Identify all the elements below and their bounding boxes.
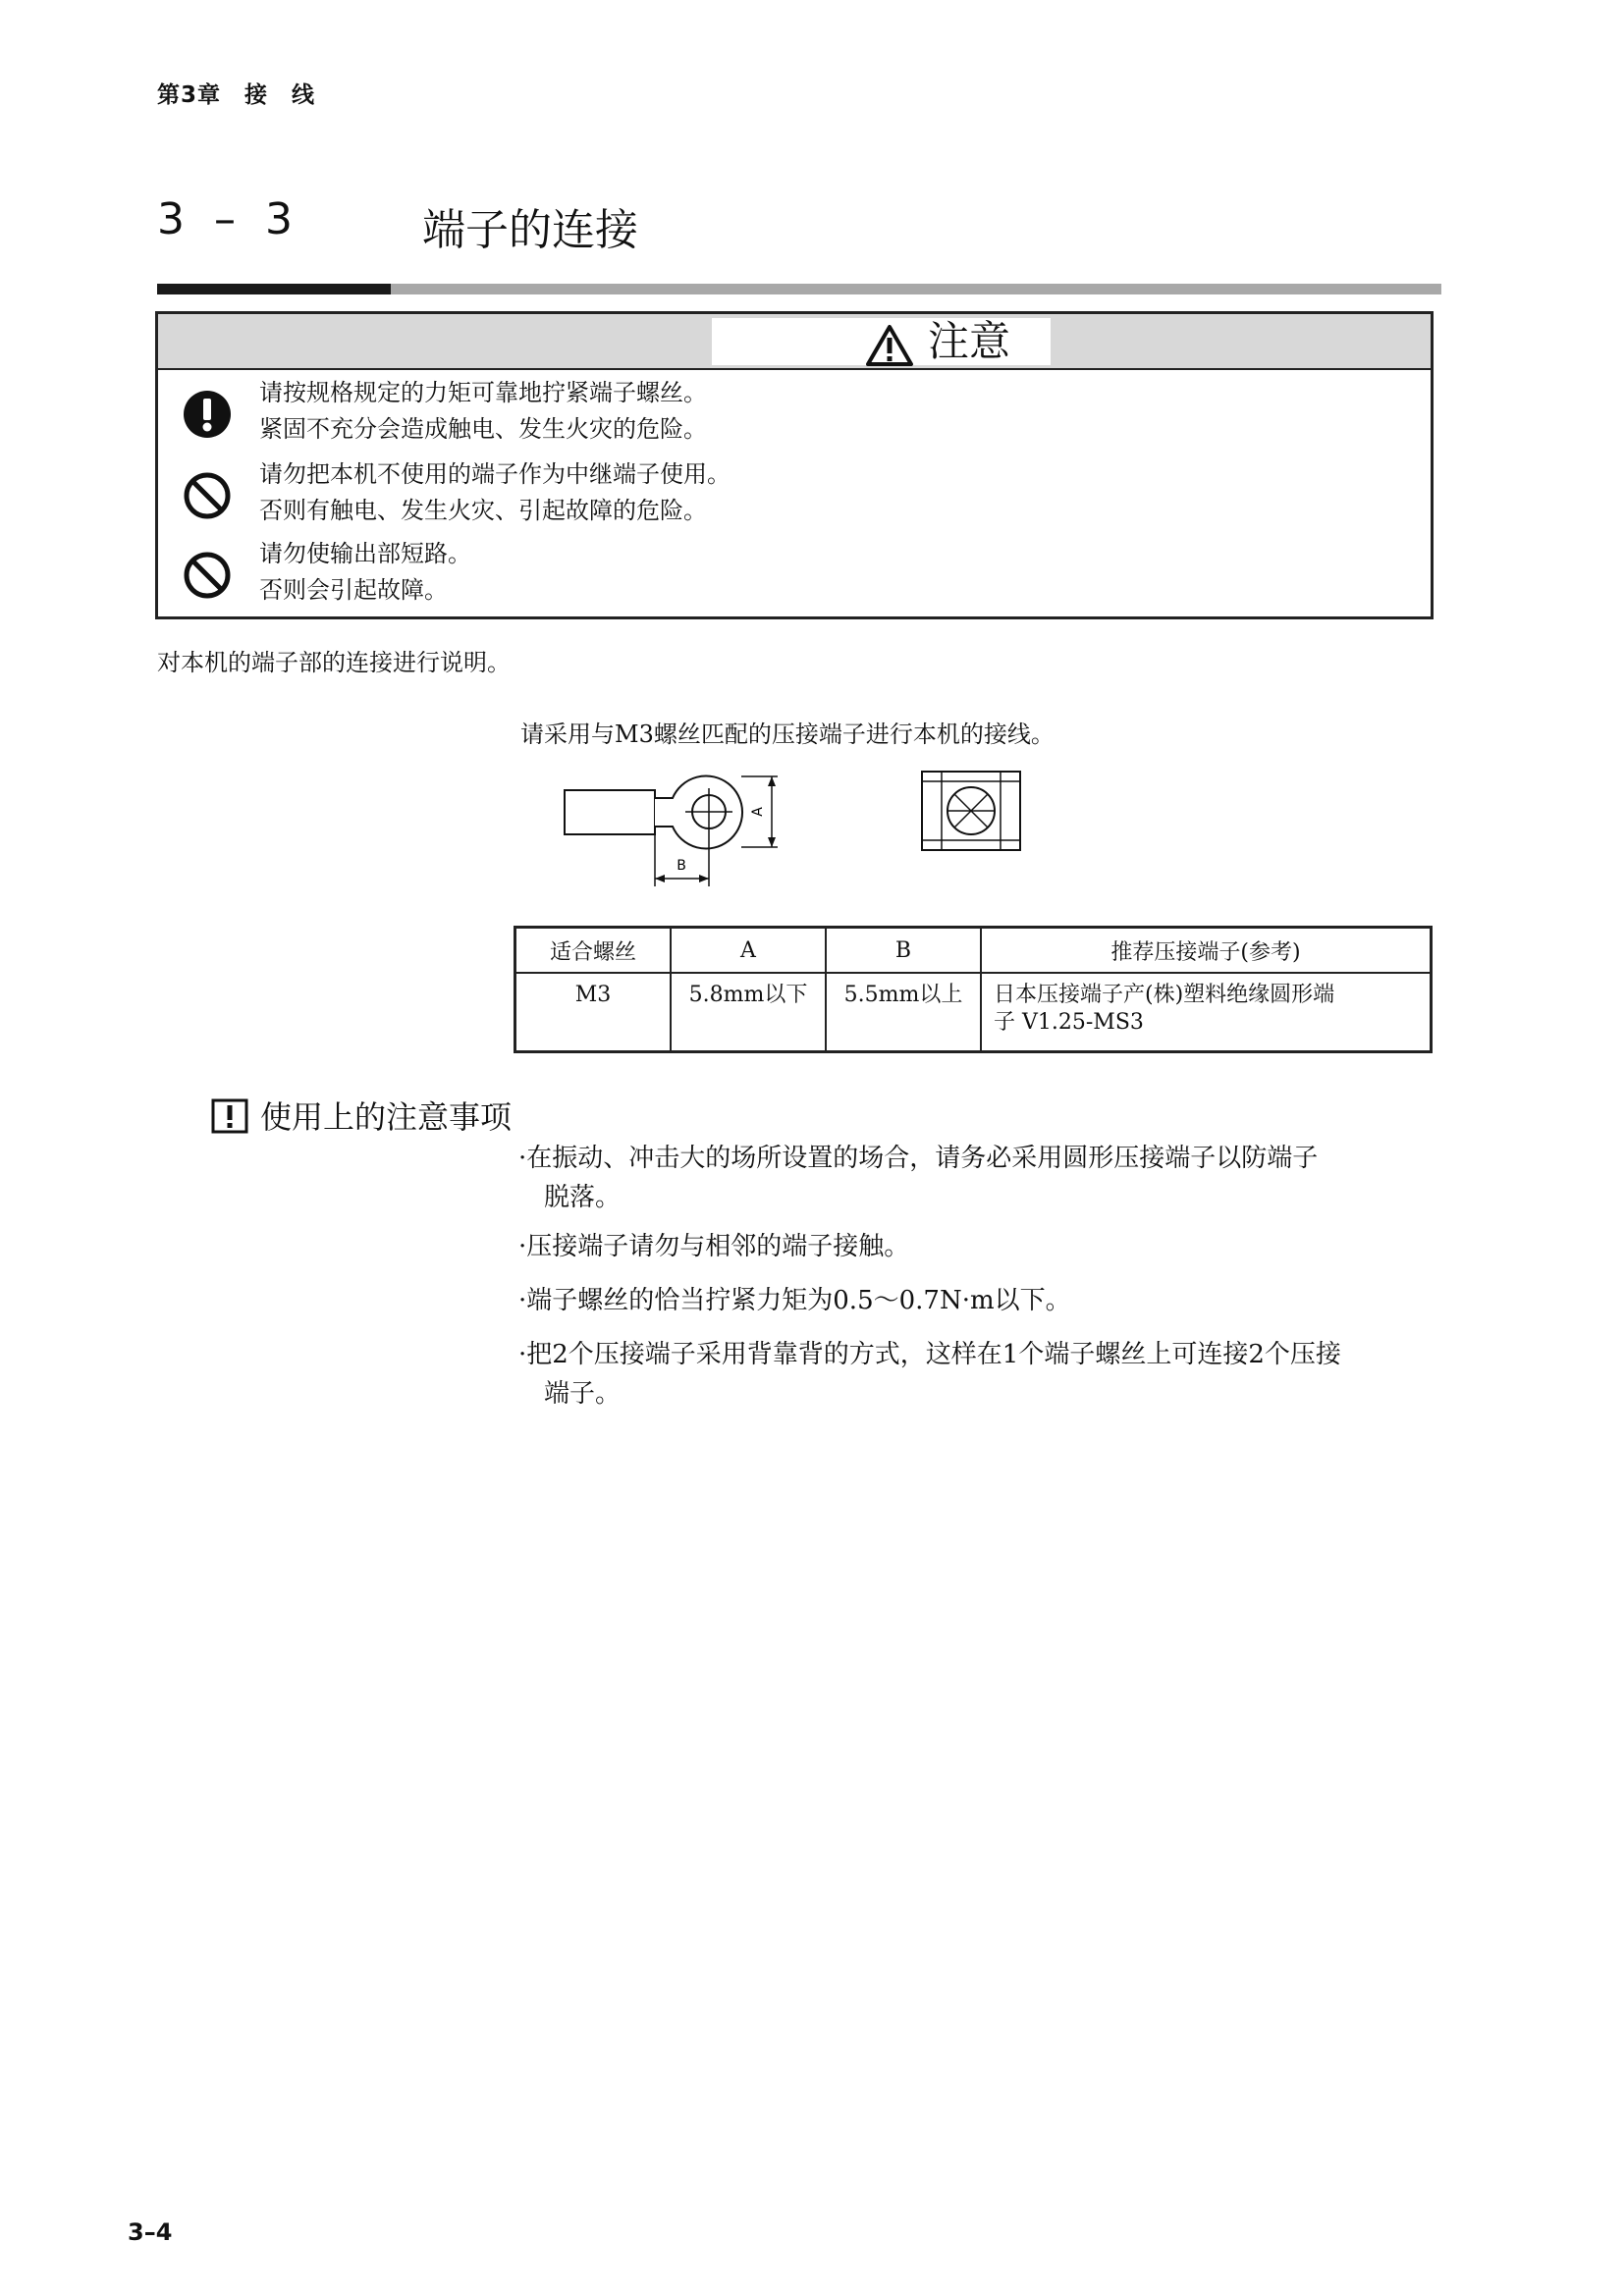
prohibited-icon <box>182 470 233 521</box>
note-line: 端子。 <box>518 1379 622 1409</box>
caution-item-line: 紧固不充分会造成触电、发生火灾的危险。 <box>259 415 707 443</box>
caution-label-panel <box>712 318 1051 365</box>
table-cell-a: 5.8mm以下 <box>671 973 826 1052</box>
section-number: 3 – 3 <box>157 194 300 244</box>
table-cell-terminal-line: 日本压接端子产(株)塑料绝缘圆形端 <box>994 983 1335 1007</box>
caution-header <box>158 314 1431 370</box>
notes-heading-text: 使用上的注意事项 <box>260 1098 513 1136</box>
note-item <box>518 1281 1422 1320</box>
exclamation-box-icon <box>211 1098 248 1134</box>
table-header-cell: A <box>671 928 826 974</box>
chapter-header: 第3章 接 线 <box>157 82 316 108</box>
caution-item <box>158 456 1431 537</box>
warning-triangle-icon <box>865 324 914 367</box>
table-header-row <box>515 928 1432 974</box>
table-header-cell: 推荐压接端子(参考) <box>981 928 1432 974</box>
heading-rule-dark <box>157 284 391 294</box>
caution-item <box>158 536 1431 616</box>
caution-label: 注意 <box>928 317 1011 365</box>
heading-rule-light <box>391 284 1441 294</box>
note-line: ·把2个压接端子采用背靠背的方式，这样在1个端子螺丝上可连接2个压接 <box>518 1340 1341 1369</box>
note-item <box>518 1227 1422 1266</box>
caution-item-line: 请勿使输出部短路。 <box>259 540 471 567</box>
table-cell-terminal <box>981 973 1432 1052</box>
caution-item <box>158 375 1431 455</box>
note-line: ·端子螺丝的恰当拧紧力矩为0.5～0.7N·m以下。 <box>518 1286 1071 1315</box>
mandatory-icon <box>182 389 233 440</box>
note-item <box>518 1139 1422 1217</box>
dimension-a-label: A <box>750 807 766 817</box>
table-row <box>515 973 1432 1052</box>
note-line: 脱落。 <box>518 1183 622 1212</box>
caution-box <box>155 311 1434 619</box>
caution-item-line: 请按规格规定的力矩可靠地拧紧端子螺丝。 <box>259 379 707 406</box>
caution-item-line: 否则会引起故障。 <box>259 576 448 604</box>
page-number: 3–4 <box>128 2218 173 2246</box>
dimension-b-label: B <box>677 858 686 874</box>
note-item <box>518 1335 1422 1414</box>
screw-terminal-diagram <box>918 768 1026 854</box>
crimp-terminal-diagram <box>560 761 795 893</box>
table-header-cell: 适合螺丝 <box>515 928 672 974</box>
caution-item-line: 请勿把本机不使用的端子作为中继端子使用。 <box>259 460 731 488</box>
table-header-cell: B <box>826 928 981 974</box>
spec-table <box>514 926 1433 1053</box>
caution-item-line: 否则有触电、发生火灾、引起故障的危险。 <box>259 497 707 524</box>
notes-heading <box>211 1093 512 1138</box>
table-cell-terminal-line: 子 V1.25-MS3 <box>994 1010 1144 1035</box>
note-line: ·在振动、冲击大的场所设置的场合，请务必采用圆形压接端子以防端子 <box>518 1144 1319 1173</box>
section-title: 端子的连接 <box>422 205 638 255</box>
figure-caption: 请采用与M3螺丝匹配的压接端子进行本机的接线。 <box>520 721 1055 748</box>
table-cell-screw: M3 <box>515 973 672 1052</box>
note-line: ·压接端子请勿与相邻的端子接触。 <box>518 1232 910 1261</box>
table-cell-b: 5.5mm以上 <box>826 973 981 1052</box>
intro-text: 对本机的端子部的连接进行说明。 <box>157 649 511 676</box>
prohibited-icon <box>182 550 233 601</box>
